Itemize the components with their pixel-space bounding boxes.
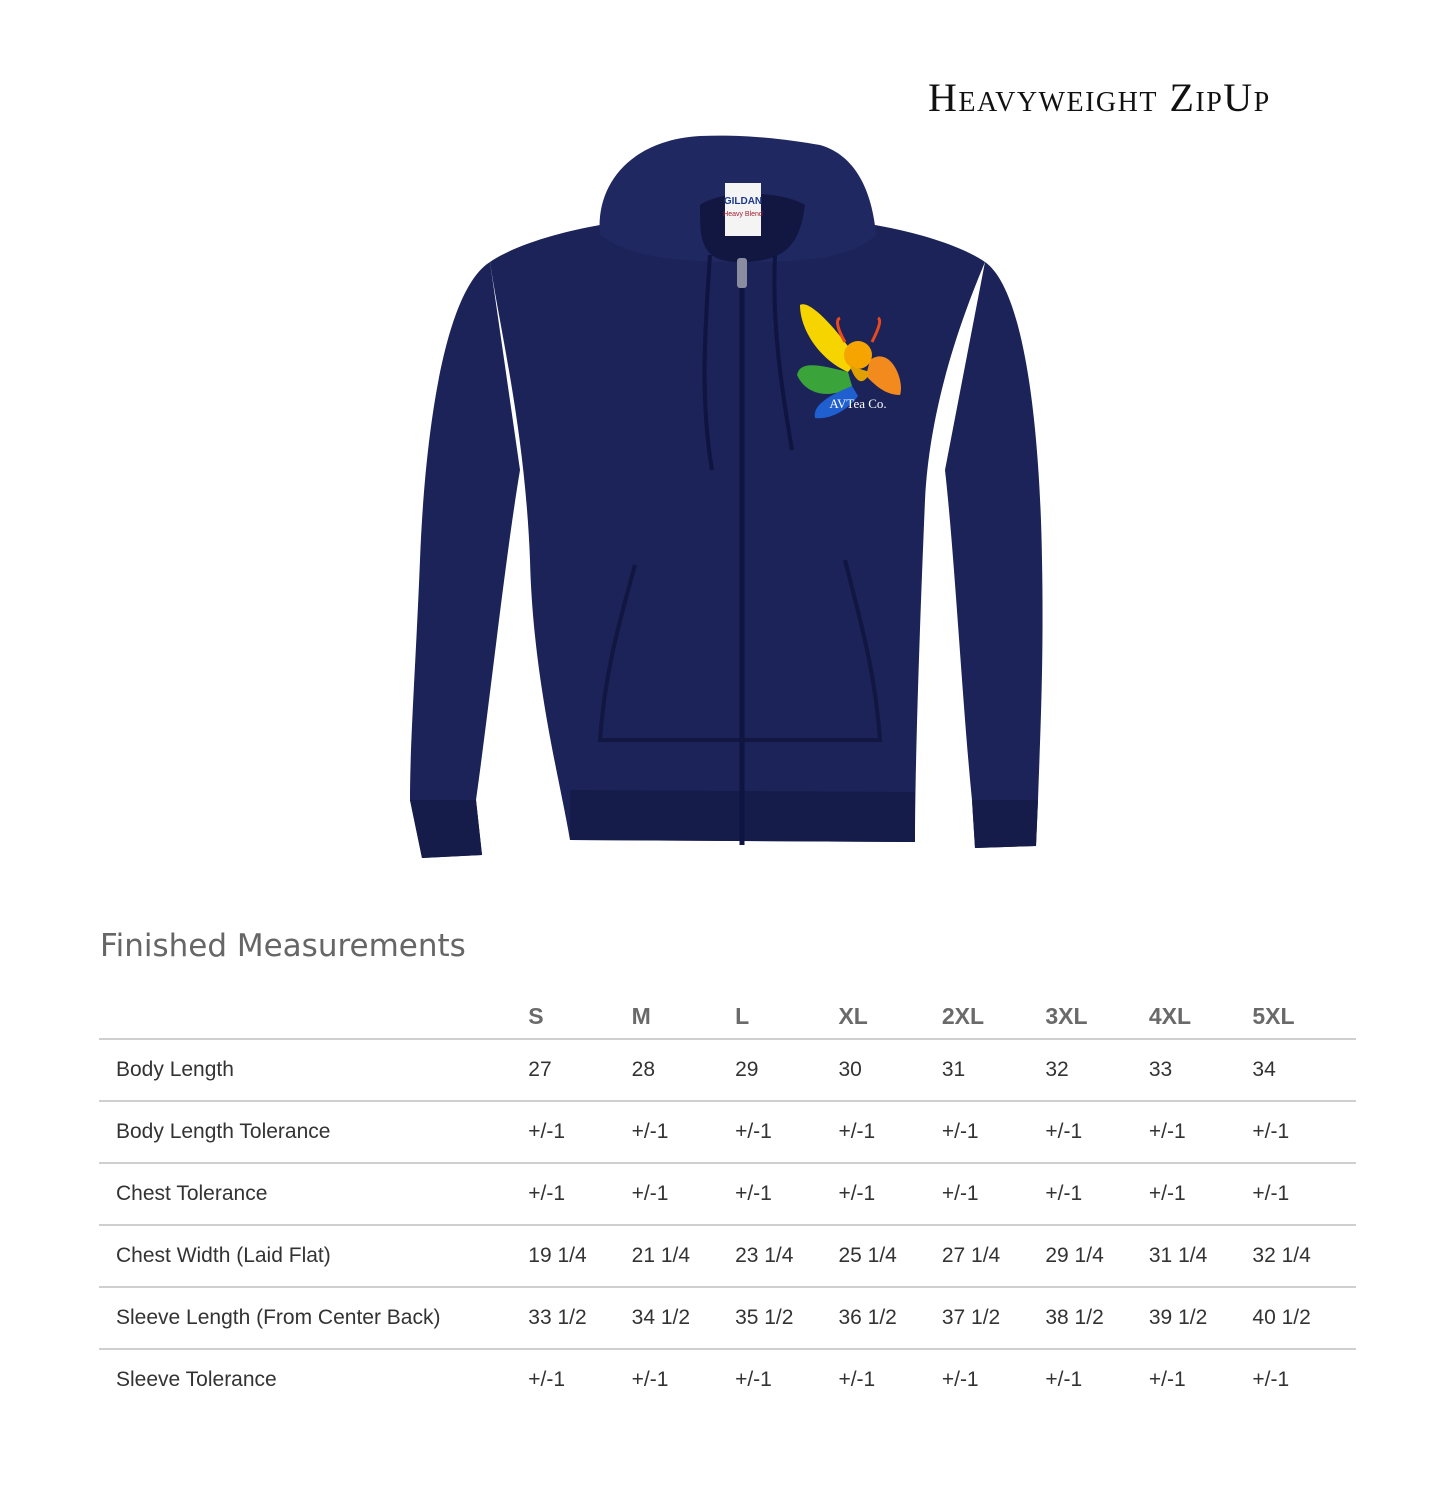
table-cell: +/-1: [735, 1163, 838, 1225]
table-row: [99, 1225, 1356, 1287]
row-label: Chest Tolerance: [99, 1163, 528, 1225]
measurements-table: [99, 994, 1356, 1410]
table-cell: 34: [1252, 1039, 1356, 1101]
size-header: S: [528, 994, 631, 1039]
table-cell: 33 1/2: [528, 1287, 631, 1349]
table-cell: +/-1: [1252, 1101, 1356, 1163]
table-cell: 37 1/2: [942, 1287, 1046, 1349]
table-cell: 27 1/4: [942, 1225, 1046, 1287]
table-cell: 40 1/2: [1252, 1287, 1356, 1349]
table-row: [99, 1039, 1356, 1101]
table-cell: 38 1/2: [1045, 1287, 1149, 1349]
table-cell: 30: [838, 1039, 941, 1101]
table-cell: +/-1: [1252, 1163, 1356, 1225]
table-cell: +/-1: [1045, 1368, 1083, 1391]
table-cell: +/-1: [632, 1163, 735, 1225]
size-header: 2XL: [942, 994, 1046, 1039]
table-cell: 21 1/4: [632, 1225, 735, 1287]
table-cell: +/-1: [838, 1163, 941, 1225]
table-cell: 31 1/4: [1149, 1225, 1253, 1287]
table-cell: +/-1: [1045, 1163, 1149, 1225]
table-cell: +/-1: [528, 1101, 631, 1163]
table-row: [99, 1349, 1356, 1410]
table-row: [99, 1163, 1356, 1225]
table-row: [99, 1287, 1356, 1349]
table-cell: +/-1: [528, 1368, 566, 1391]
table-cell: +/-1: [838, 1368, 876, 1391]
table-cell: 32 1/4: [1252, 1225, 1356, 1287]
size-header: L: [735, 994, 838, 1039]
row-label: Body Length Tolerance: [99, 1101, 528, 1163]
table-cell: 31: [942, 1039, 1046, 1101]
table-cell: 29: [735, 1039, 838, 1101]
table-cell: +/-1: [942, 1163, 1046, 1225]
row-label: Chest Width (Laid Flat): [99, 1225, 528, 1287]
table-cell: +/-1: [632, 1101, 735, 1163]
size-header: 4XL: [1149, 994, 1253, 1039]
logo-text: AVTea Co.: [829, 396, 887, 411]
table-cell: +/-1: [1252, 1368, 1290, 1391]
table-cell: +/-1: [1148, 1368, 1186, 1391]
table-cell: 27: [528, 1039, 631, 1101]
table-cell: +/-1: [1149, 1101, 1253, 1163]
table-cell: 23 1/4: [735, 1225, 838, 1287]
size-header: 5XL: [1252, 994, 1356, 1039]
table-cell: +/-1: [735, 1368, 772, 1391]
table-cell: 25 1/4: [838, 1225, 941, 1287]
table-cell: +/-1: [631, 1368, 669, 1391]
table-cell: +/-1: [528, 1163, 631, 1225]
row-label: Sleeve Tolerance: [116, 1368, 277, 1391]
table-cell: 29 1/4: [1045, 1225, 1149, 1287]
table-cell: +/-1: [1149, 1163, 1253, 1225]
table-cell: 39 1/2: [1149, 1287, 1253, 1349]
table-cell: 28: [632, 1039, 735, 1101]
table-row: [99, 1101, 1356, 1163]
table-cell: 34 1/2: [632, 1287, 735, 1349]
section-title: Finished Measurements: [100, 928, 466, 964]
table-cell: 32: [1045, 1039, 1149, 1101]
table-cell: +/-1: [838, 1101, 941, 1163]
header-label-blank: [99, 994, 528, 1039]
table-cell: 35 1/2: [735, 1287, 838, 1349]
table-cell: 33: [1149, 1039, 1253, 1101]
table-cell: +/-1: [1045, 1101, 1149, 1163]
tag-sub-text: Heavy Blend: [723, 211, 763, 218]
tag-brand-text: GILDAN: [723, 196, 763, 207]
table-cell: +/-1: [942, 1101, 1046, 1163]
row-label: Sleeve Length (From Center Back): [99, 1287, 528, 1349]
table-cell: 36 1/2: [838, 1287, 941, 1349]
size-header: M: [632, 994, 735, 1039]
size-header-row: [99, 994, 1356, 1039]
table-cell: +/-1: [735, 1101, 838, 1163]
size-header: XL: [838, 994, 941, 1039]
table-cell: +/-1: [941, 1368, 979, 1391]
size-header: 3XL: [1045, 994, 1149, 1039]
row-label: Body Length: [99, 1039, 528, 1101]
table-cell: 19 1/4: [528, 1225, 631, 1287]
hoodie-image: [400, 130, 1060, 870]
product-title: Heavyweight ZipUp: [928, 75, 1271, 120]
